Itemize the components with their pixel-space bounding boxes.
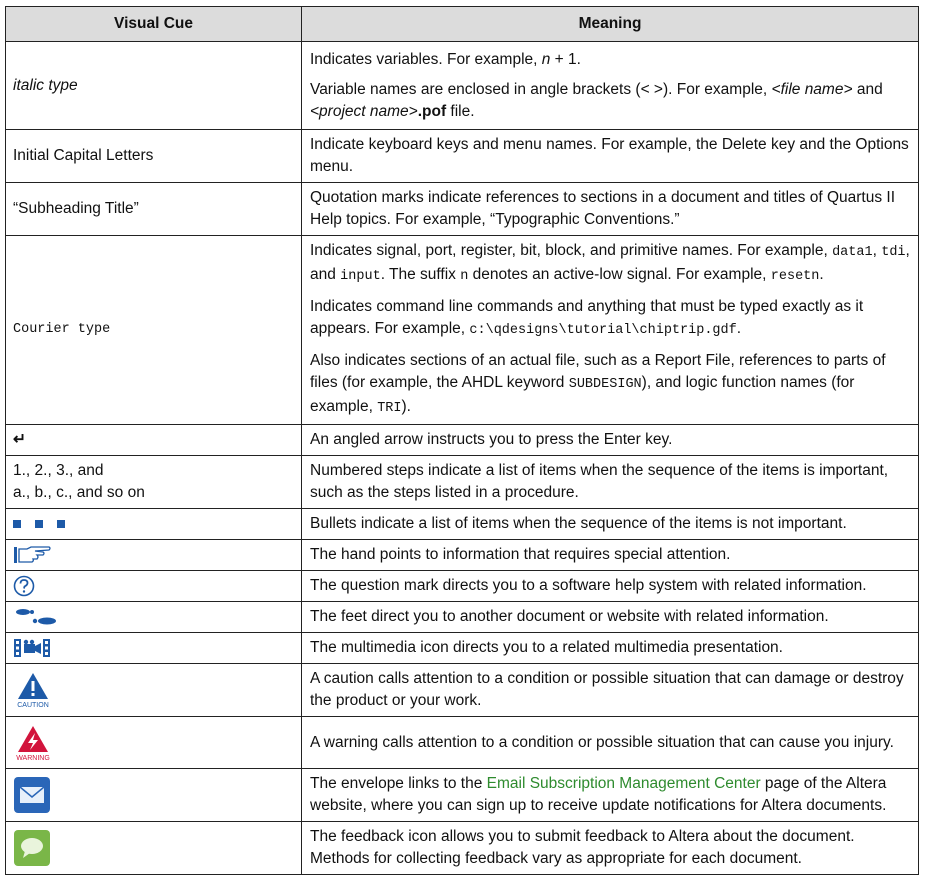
table-row [6,602,919,633]
table-row [6,717,919,769]
table-row [6,183,919,236]
meaning-bullets: Bullets indicate a list of items when the sequence of the items is not important. [302,509,919,540]
meaning-courier: Indicates signal, port, register, bit, block, and primitive names. For example, data1, tdi, and input. The suffix n denotes an active-low signal. For example, resetn. Indicates command line commands and anything that must be typed exactly as it appears. For example, c:\qdesigns\tutorial\chiptrip.gdf. Also indicates sections of an actual file, such as a Report File, references to parts of files (for example, the AHDL keyword SUBDESIGN), and logic function names (for example, TRI). [302,236,919,425]
table-header-row [6,7,919,42]
header-meaning: Meaning [302,7,919,42]
table-row [6,571,919,602]
table-row [6,822,919,875]
caution-icon [13,671,53,709]
meaning-warning: A warning calls attention to a condition or possible situation that can cause you injury. [302,717,919,769]
cue-courier: Courier type [6,236,302,425]
table-row [6,769,919,822]
table-row [6,633,919,664]
conventions-table [5,6,919,875]
feedback-icon[interactable] [13,829,51,867]
enter-arrow-icon: ↵ [13,431,26,448]
feet-icon [13,607,59,627]
cue-italic: italic type [6,42,302,130]
meaning-capital: Indicate keyboard keys and menu names. For example, the Delete key and the Options menu. [302,130,919,183]
table-row [6,42,919,130]
meaning-numbered: Numbered steps indicate a list of items when the sequence of the items is important, such as the steps listed in a procedure. [302,456,919,509]
warning-icon-label: WARNING [16,754,50,762]
question-mark-icon [13,575,35,597]
bullets-icon [6,509,302,540]
cue-enter-arrow [6,425,302,456]
cue-subheading: “Subheading Title” [6,183,302,236]
meaning-arrow: An angled arrow instructs you to press the Enter key. [302,425,919,456]
header-visual-cue: Visual Cue [6,7,302,42]
meaning-hand: The hand points to information that requires special attention. [302,540,919,571]
table-row [6,664,919,717]
meaning-italic: Indicates variables. For example, n + 1. Variable names are enclosed in angle brackets (< >). For example, <file name> and <project name>.pof file. [302,42,919,130]
multimedia-icon [13,638,51,658]
cue-numbered: 1., 2., 3., and a., b., c., and so on [6,456,302,509]
table-row [6,130,919,183]
hand-pointing-icon [13,545,53,565]
meaning-envelope: The envelope links to the Email Subscription Management Center page of the Altera website, where you can sign up to receive update notifications for Altera documents. [302,769,919,822]
table-row [6,236,919,425]
meaning-multimedia: The multimedia icon directs you to a related multimedia presentation. [302,633,919,664]
caution-icon-label: CAUTION [17,702,49,709]
cue-capital: Initial Capital Letters [6,130,302,183]
table-row [6,425,919,456]
meaning-feet: The feet direct you to another document or website with related information. [302,602,919,633]
meaning-question: The question mark directs you to a software help system with related information. [302,571,919,602]
envelope-icon[interactable] [13,776,51,814]
email-subscription-link[interactable]: Email Subscription Management Center [486,775,761,792]
table-row [6,456,919,509]
meaning-subheading: Quotation marks indicate references to sections in a document and titles of Quartus II Help topics. For example, “Typographic Conventions.” [302,183,919,236]
meaning-feedback: The feedback icon allows you to submit feedback to Altera about the document. Methods for collecting feedback vary as appropriate for each document. [302,822,919,875]
table-row [6,509,919,540]
table-row [6,540,919,571]
meaning-caution: A caution calls attention to a condition or possible situation that can damage or destroy the product or your work. [302,664,919,717]
warning-icon [13,724,53,762]
